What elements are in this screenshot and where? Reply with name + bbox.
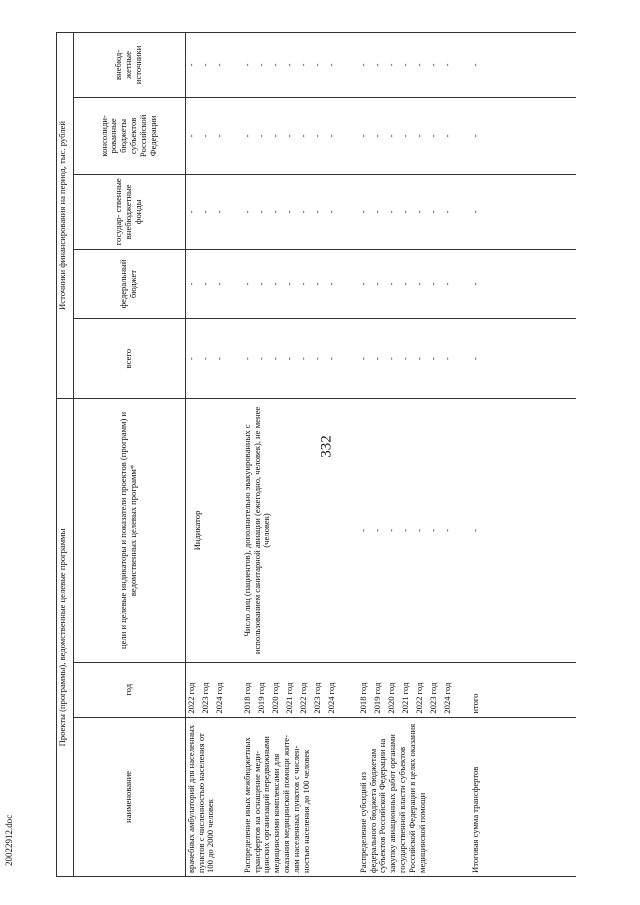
year-label: 2019 год: [255, 682, 266, 714]
year-label: 2022 год: [413, 682, 424, 714]
rotated-table-page: [56, 32, 576, 877]
empty-value-dash: -: [185, 63, 196, 67]
empty-value-dash: -: [297, 210, 308, 214]
financing-table: [56, 32, 576, 877]
empty-value-dash: -: [371, 282, 382, 286]
group-goals: [359, 402, 471, 659]
empty-value-dash: -: [399, 357, 410, 361]
empty-value-dash: -: [441, 63, 452, 67]
empty-value-dash: -: [413, 63, 424, 67]
group-values: [187, 253, 243, 316]
empty-value-dash: -: [357, 210, 368, 214]
goals-column-header: цели и целевые индикаторы и показатели проектов (программ) и ведомственных целевых программ*: [73, 399, 185, 663]
year-label: 2023 год: [311, 682, 322, 714]
empty-value-dash: -: [413, 134, 424, 138]
year-label: 2024 год: [441, 682, 452, 714]
empty-value-dash: -: [427, 282, 438, 286]
group-years: [359, 666, 471, 714]
group-values: [359, 253, 471, 316]
empty-value-dash: -: [255, 357, 266, 361]
group-name: Распределение субсидий из федерального бюджета бюджетам субъектов Российской Федерации на закупку авиационных работ органами государственной власти субъектов Российской Федерации в целях оказания медицинской помощи: [357, 723, 427, 873]
table-body-row: [185, 33, 576, 877]
year-label: 2020 год: [385, 682, 396, 714]
year-label: 2020 год: [269, 682, 280, 714]
empty-value-dash: -: [427, 357, 438, 361]
empty-value-dash: -: [199, 210, 210, 214]
empty-value-dash: -: [371, 134, 382, 138]
group-values: [471, 101, 485, 171]
row-total-cell: [185, 319, 576, 399]
empty-value-dash: -: [469, 357, 480, 361]
empty-value-dash: -: [357, 134, 368, 138]
empty-value-dash: -: [325, 282, 336, 286]
table-header-row-1: [57, 33, 74, 877]
empty-value-dash: -: [297, 357, 308, 361]
group-values: [187, 101, 243, 171]
empty-value-dash: -: [441, 357, 452, 361]
empty-value-dash: -: [199, 63, 210, 67]
sources-band-header: Источники финансирования на период, тыс. рублей: [57, 33, 74, 399]
federal-column-header: федеральный бюджет: [73, 249, 185, 319]
name-column-header: наименование: [73, 717, 185, 876]
group-values: [243, 36, 359, 94]
empty-value-dash: -: [357, 529, 368, 532]
row-state-funds-cell: [185, 174, 576, 249]
group-goals: [243, 402, 359, 659]
empty-value-dash: -: [441, 282, 452, 286]
year-label: 2018 год: [241, 682, 252, 714]
total-column-header: всего: [73, 319, 185, 399]
indicator-description: Число лиц (пациентов), дополнительно эвакуированных с использованием санитарной авиации (ежегодно, человек), не менее (человек): [241, 406, 272, 655]
empty-value-dash: -: [213, 357, 224, 361]
empty-value-dash: -: [325, 63, 336, 67]
group-values: [471, 36, 485, 94]
group-values: [359, 101, 471, 171]
projects-band-header: Проекты (программы), ведомственные целевые программы: [57, 399, 74, 877]
group-values: [243, 322, 359, 395]
empty-value-dash: -: [199, 357, 210, 361]
group-values: [243, 178, 359, 246]
empty-value-dash: -: [413, 529, 424, 532]
group-values: [243, 253, 359, 316]
empty-value-dash: -: [385, 529, 396, 532]
group-values: [187, 36, 243, 94]
empty-value-dash: -: [357, 357, 368, 361]
empty-value-dash: -: [371, 357, 382, 361]
group-values: [359, 178, 471, 246]
year-label: 2018 год: [357, 682, 368, 714]
empty-value-dash: -: [311, 63, 322, 67]
empty-value-dash: -: [283, 210, 294, 214]
group-name: Итоговая сумма трансфертов: [469, 766, 480, 873]
empty-value-dash: -: [427, 210, 438, 214]
row-consolidated-cell: [185, 97, 576, 174]
year-label: 2019 год: [371, 682, 382, 714]
group-years: [187, 666, 243, 714]
empty-value-dash: -: [297, 63, 308, 67]
row-names-cell: [185, 717, 576, 876]
empty-value-dash: -: [441, 529, 452, 532]
empty-value-dash: -: [297, 282, 308, 286]
empty-value-dash: -: [241, 357, 252, 361]
empty-value-dash: -: [385, 63, 396, 67]
empty-value-dash: -: [269, 357, 280, 361]
empty-value-dash: -: [427, 134, 438, 138]
empty-value-dash: -: [241, 282, 252, 286]
empty-value-dash: -: [255, 282, 266, 286]
table-header-row-2: [73, 33, 185, 877]
group-values: [187, 322, 243, 395]
indicator-label: Индикатор: [191, 510, 202, 551]
empty-value-dash: -: [185, 282, 196, 286]
empty-value-dash: -: [241, 134, 252, 138]
row-goals-cell: [185, 399, 576, 663]
empty-value-dash: -: [427, 63, 438, 67]
empty-value-dash: -: [283, 282, 294, 286]
empty-value-dash: -: [399, 282, 410, 286]
group-values: [471, 322, 485, 395]
empty-value-dash: -: [441, 210, 452, 214]
group-values: [359, 322, 471, 395]
empty-value-dash: -: [469, 282, 480, 286]
group-years: [471, 666, 485, 714]
empty-value-dash: -: [213, 134, 224, 138]
empty-value-dash: -: [255, 134, 266, 138]
group-goals: [471, 402, 485, 659]
empty-value-dash: -: [469, 529, 480, 532]
empty-value-dash: -: [311, 210, 322, 214]
empty-value-dash: -: [311, 282, 322, 286]
empty-value-dash: -: [283, 357, 294, 361]
empty-value-dash: -: [325, 357, 336, 361]
empty-value-dash: -: [269, 282, 280, 286]
state-funds-column-header: государ- ственные внебюджетные фонды: [73, 174, 185, 249]
empty-value-dash: -: [399, 529, 410, 532]
empty-value-dash: -: [199, 134, 210, 138]
empty-value-dash: -: [413, 282, 424, 286]
empty-value-dash: -: [399, 134, 410, 138]
group-years: [243, 666, 359, 714]
group-goals: [187, 402, 243, 659]
year-label: 2024 год: [325, 682, 336, 714]
empty-value-dash: -: [469, 63, 480, 67]
empty-value-dash: -: [185, 210, 196, 214]
empty-value-dash: -: [413, 210, 424, 214]
empty-value-dash: -: [241, 63, 252, 67]
group-name: Распределение иных межбюджетных трансфертов на оснащение меди- цинских организаций передвижными медицинскими комплексами для оказания медицинской помощи жите- лям населенных пунктов с числен- ностью населения до 100 человек: [241, 735, 311, 873]
empty-value-dash: -: [325, 210, 336, 214]
empty-value-dash: -: [357, 282, 368, 286]
document-filename: 20022912.doc: [4, 814, 14, 866]
empty-value-dash: -: [371, 210, 382, 214]
empty-value-dash: -: [371, 529, 382, 532]
empty-value-dash: -: [385, 134, 396, 138]
year-label: 2021 год: [283, 682, 294, 714]
empty-value-dash: -: [185, 357, 196, 361]
group-name: врачебных амбулаторий для населенных пунктов с численностью населения от 100 до 2000 человек: [185, 724, 216, 873]
year-column-header: год: [73, 662, 185, 717]
empty-value-dash: -: [385, 282, 396, 286]
empty-value-dash: -: [213, 282, 224, 286]
empty-value-dash: -: [283, 134, 294, 138]
year-label: 2023 год: [199, 682, 210, 714]
row-extra-cell: [185, 33, 576, 98]
row-years-cell: [185, 662, 576, 717]
group-values: [471, 178, 485, 246]
group-values: [187, 178, 243, 246]
empty-value-dash: -: [213, 63, 224, 67]
year-label: 2022 год: [297, 682, 308, 714]
row-federal-cell: [185, 249, 576, 319]
extra-budget-column-header: внебюд- жетные источники: [73, 33, 185, 98]
empty-value-dash: -: [185, 134, 196, 138]
group-values: [471, 253, 485, 316]
empty-value-dash: -: [399, 63, 410, 67]
page-number: 332: [318, 435, 335, 458]
empty-value-dash: -: [297, 134, 308, 138]
empty-value-dash: -: [399, 210, 410, 214]
empty-value-dash: -: [311, 134, 322, 138]
empty-value-dash: -: [269, 210, 280, 214]
empty-value-dash: -: [385, 357, 396, 361]
group-values: [359, 36, 471, 94]
empty-value-dash: -: [311, 357, 322, 361]
year-label: итого: [469, 693, 480, 714]
year-label: 2023 год: [427, 682, 438, 714]
empty-value-dash: -: [255, 210, 266, 214]
empty-value-dash: -: [269, 63, 280, 67]
empty-value-dash: -: [469, 134, 480, 138]
empty-value-dash: -: [385, 210, 396, 214]
year-label: 2022 год: [185, 682, 196, 714]
empty-value-dash: -: [269, 134, 280, 138]
year-label: 2024 год: [213, 682, 224, 714]
empty-value-dash: -: [213, 210, 224, 214]
empty-value-dash: -: [325, 134, 336, 138]
group-values: [243, 101, 359, 171]
empty-value-dash: -: [413, 357, 424, 361]
empty-value-dash: -: [199, 282, 210, 286]
empty-value-dash: -: [427, 529, 438, 532]
empty-value-dash: -: [241, 210, 252, 214]
empty-value-dash: -: [283, 63, 294, 67]
empty-value-dash: -: [469, 210, 480, 214]
year-label: 2021 год: [399, 682, 410, 714]
consolidated-column-header: консолиди- рованные бюджеты субъектов Российской Федерации: [73, 97, 185, 174]
empty-value-dash: -: [255, 63, 266, 67]
empty-value-dash: -: [371, 63, 382, 67]
empty-value-dash: -: [441, 134, 452, 138]
empty-value-dash: -: [357, 63, 368, 67]
